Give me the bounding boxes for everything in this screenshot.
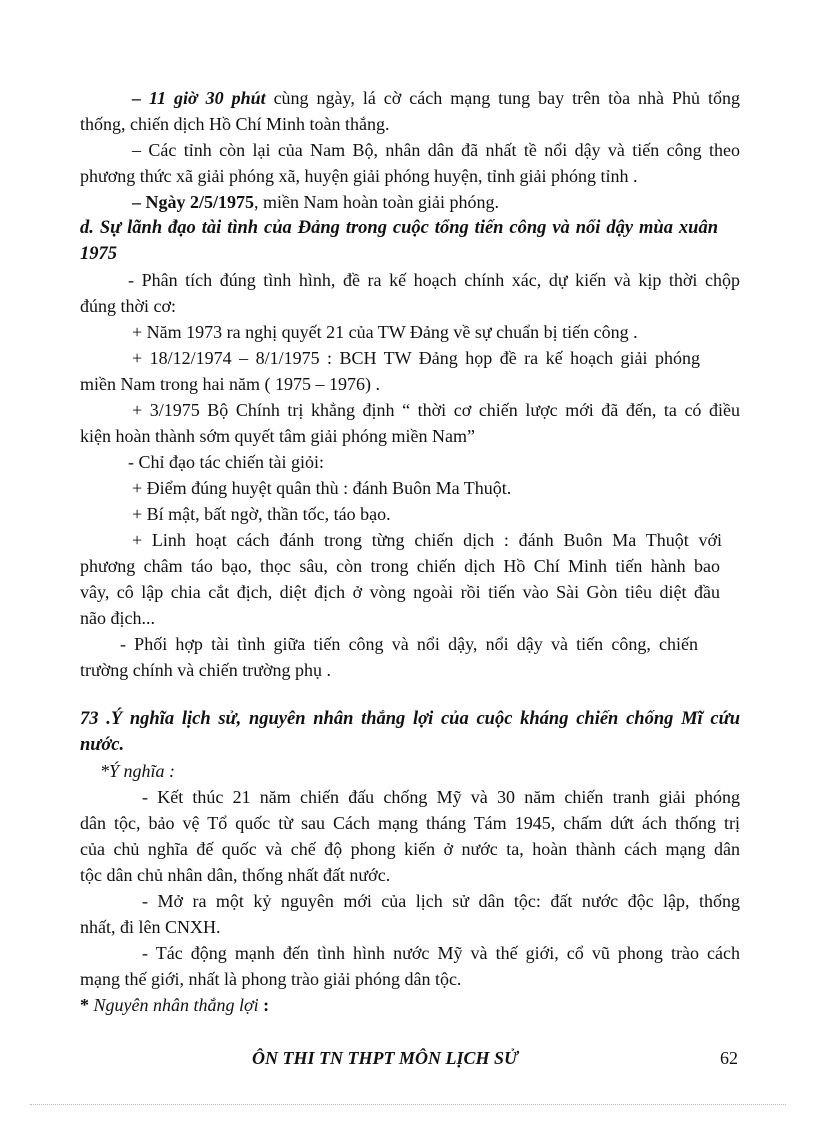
text-line [132, 189, 499, 215]
text-run: – 11 giờ 30 phút [132, 88, 266, 108]
text-line [142, 940, 740, 966]
text-line [80, 215, 718, 241]
text-run: - Phối hợp tài tình giữa tiến công và nổi dậy, nổi dậy và tiến công, chiến [120, 634, 698, 654]
text-line [80, 111, 389, 137]
text-line [132, 345, 700, 371]
text-run: miền Nam trong hai năm ( 1975 – 1976) . [80, 374, 380, 394]
text-run: - Kết thúc 21 năm chiến đấu chống Mỹ và 30 năm chiến tranh giải phóng [142, 787, 740, 807]
text-run: đúng thời cơ: [80, 296, 177, 316]
text-run: phương thức xã giải phóng xã, huyện giải phóng huyện, tỉnh giải phóng tỉnh . [80, 166, 638, 186]
text-line [132, 397, 740, 423]
text-run: nước. [80, 735, 125, 755]
text-run: * [80, 995, 94, 1015]
text-line [80, 810, 740, 836]
text-line [80, 371, 380, 397]
text-line [80, 966, 461, 992]
text-run: *Ý nghĩa : [100, 761, 176, 781]
text-line [132, 137, 740, 163]
text-run: não địch... [80, 608, 155, 628]
text-line [80, 605, 155, 631]
footer-title: ÔN THI TN THPT MÔN LỊCH SỬ [252, 1048, 518, 1068]
text-line [80, 836, 740, 862]
text-run: của chủ nghĩa đế quốc và chế độ phong kiến ở nước ta, hoàn thành cách mạng dân [80, 839, 740, 859]
text-run: tộc dân chủ nhân dân, thống nhất đất nước. [80, 865, 391, 885]
page-number: 62 [720, 1048, 738, 1068]
text-run: kiện hoàn thành sớm quyết tâm giải phóng miền Nam” [80, 426, 475, 446]
text-run: trường chính và chiến trường phụ . [80, 660, 331, 680]
text-run: thống, chiến dịch Hồ Chí Minh toàn thắng. [80, 114, 390, 134]
text-line [132, 85, 740, 111]
text-run: - Mở ra một kỷ nguyên mới của lịch sử dân tộc: đất nước độc lập, thống [142, 891, 740, 911]
text-line [142, 784, 740, 810]
text-line [80, 423, 475, 449]
text-run: + 3/1975 Bộ Chính trị khẳng định “ thời cơ chiến lược mới đã đến, ta có điều [132, 400, 740, 420]
text-line [80, 657, 331, 683]
text-line [100, 758, 175, 784]
text-line [128, 449, 324, 475]
text-run: + Linh hoạt cách đánh trong từng chiến dịch : đánh Buôn Ma Thuột với [132, 530, 722, 550]
text-line [128, 267, 740, 293]
bottom-dotted-border [30, 1104, 786, 1105]
text-run: + Bí mật, bất ngờ, thần tốc, táo bạo. [132, 504, 391, 524]
text-run: mạng thế giới, nhất là phong trào giải phóng dân tộc. [80, 969, 462, 989]
text-run: , miền Nam hoàn toàn giải phóng. [254, 192, 499, 212]
text-line [80, 579, 720, 605]
text-run: – Các tỉnh còn lại của Nam Bộ, nhân dân đã nhất tề nổi dậy và tiến công theo [132, 140, 740, 160]
text-run: - Phân tích đúng tình hình, đề ra kế hoạch chính xác, dự kiến và kịp thời chộp [128, 270, 740, 290]
text-line [132, 475, 511, 501]
text-line [80, 862, 390, 888]
text-run: vây, cô lập chia cắt địch, diệt địch ở vòng ngoài rồi tiến vào Sài Gòn tiêu diệt đầu [80, 582, 720, 602]
text-run: + 18/12/1974 – 8/1/1975 : BCH TW Đảng họp đề ra kế hoạch giải phóng [132, 348, 700, 368]
text-line [80, 732, 124, 758]
text-line [80, 706, 740, 732]
text-run: 73 .Ý nghĩa lịch sử, nguyên nhân thắng lợi của cuộc kháng chiến chống Mĩ cứu [80, 709, 740, 729]
text-run: – Ngày 2/5/1975 [132, 192, 255, 212]
text-line [132, 501, 391, 527]
text-run: + Năm 1973 ra nghị quyết 21 của TW Đảng về sự chuẩn bị tiến công . [132, 322, 638, 342]
text-line [80, 992, 269, 1018]
text-line [142, 888, 740, 914]
text-run: - Tác động mạnh đến tình hình nước Mỹ và thế giới, cổ vũ phong trào cách [142, 943, 740, 963]
text-run: cùng ngày, lá cờ cách mạng tung bay trên tòa nhà Phủ tổng [265, 88, 740, 108]
text-line [80, 163, 637, 189]
text-line [80, 553, 720, 579]
text-run: phương châm táo bạo, thọc sâu, còn trong chiến dịch Hồ Chí Minh tiến hành bao [80, 556, 720, 576]
text-run: nhất, đi lên CNXH. [80, 917, 221, 937]
text-run: dân tộc, bảo vệ Tổ quốc từ sau Cách mạng tháng Tám 1945, chấm dứt ách thống trị [80, 813, 740, 833]
text-line [80, 914, 220, 940]
text-line [132, 319, 638, 345]
text-line [80, 241, 117, 267]
text-line [80, 293, 176, 319]
text-run: - Chỉ đạo tác chiến tài giỏi: [128, 452, 324, 472]
text-line [132, 527, 722, 553]
text-run: + Điểm đúng huyệt quân thù : đánh Buôn Ma Thuột. [132, 478, 512, 498]
text-run: 1975 [80, 244, 117, 264]
text-run: Nguyên nhân thắng lợi [93, 995, 259, 1015]
text-run: d. Sự lãnh đạo tài tình của Đảng trong cuộc tổng tiến công và nổi dậy mùa xuân [80, 218, 718, 238]
text-run: : [258, 995, 270, 1015]
text-line [120, 631, 698, 657]
